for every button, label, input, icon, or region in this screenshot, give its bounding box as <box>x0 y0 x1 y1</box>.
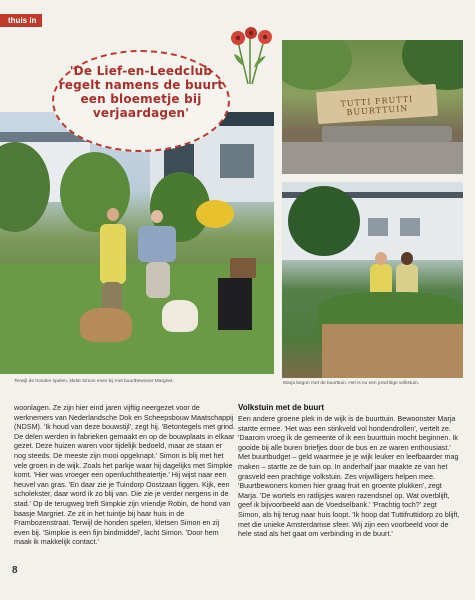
yellow-umbrella <box>196 200 234 228</box>
head <box>151 210 163 223</box>
garden-wall <box>282 142 463 174</box>
foliage <box>402 40 463 90</box>
window <box>368 218 388 236</box>
person-simon <box>100 224 126 284</box>
photo-caption-main: Terwijl de honden spelen, kletst Simon even bij met buurtbewoner Margriet. <box>14 379 174 384</box>
article-right-column <box>238 403 460 539</box>
article-right-heading: Volkstuin met de buurt <box>238 403 325 412</box>
raised-bed <box>322 324 463 378</box>
tree <box>60 152 130 232</box>
window <box>220 144 254 178</box>
article-left-column <box>14 403 236 547</box>
stone-row <box>322 126 452 142</box>
section-tag: thuis in <box>0 14 42 27</box>
garden-chair <box>218 278 252 330</box>
head <box>375 252 387 265</box>
foliage <box>282 40 352 90</box>
article-right-text: Een andere groene plek in de wijk is de buurttuin. Bewoonster Marja startte ermee. 'Het was een stinkveld vol hondendrollen', vertelt ze. 'Daarom vroeg ik de gemeente of ik een buurttuin mocht beginnen. Ik gooide bij alle buren briefjes door de bus en ze waren enthousiast.' Met buurtbudget – geld waarmee je je wijk leuker en leefbaarder mag maken – startte ze de tuin op. In anderhalf jaar maakte ze van het grasveld een prachtige volkstuin. Zes vrijwilligers helpen mee. 'Buurtbewoners komen hier graag fruit en groente plukken', zegt Marja. 'De wortels en radijsjes waren razendsnel op. Wat overblijft, geef ik bijvoorbeeld aan de Voedselbank.' 'Prachtig toch?' zegt Simon, als hij terug naar huis loopt. 'Ik hoop dat Tuttifruttidorp zo blijft, met die unieke Amsterdamse sfeer. Wij zijn een voorbeeld voor de hele stad als het gaat om verbinding in de buurt.' <box>238 414 460 539</box>
sign-text: TUTTI FRUTTI BUURTTUIN <box>340 94 414 118</box>
head <box>401 252 413 265</box>
flower-bouquet-icon <box>220 22 280 90</box>
page-number: 8 <box>12 565 18 576</box>
photo-caption-right: Marja begon met de buurttuin. Het is nu een prachtige volkstuin. <box>283 381 419 386</box>
photo-marja-volkstuin <box>282 182 463 378</box>
article-left-text: woonlagen. Ze zijn hier eind jaren vijftig neergezet voor de werknemers van Nederlandsche Dok en Scheepsbouw Maatschappij (NDSM). 'Ik houd van deze bouwstijl', zegt hij. 'Betontegels met grind. De delen werden in fabrieken gemaakt en op de bouwplaats in elkaar gezet. Deze huizen waren voor tijdelijk bedoeld, maar ze staan er nog steeds. De meeste zijn mooi opgeknapt.' Simon is blij met het vele groen in de wijk. Zoals het parkje waar hij dagelijks met Simpkie komt. 'Hier was vroeger een openluchttheatertje.' Hij wijst naar een heuvel van gras. 'En daar zie je Tuindorp Oostzaan liggen. Kijk, een scholekster, daar word ik zo blij van. Die zie je verder nergens in de stad.' Op de terugweg treft Simpkie zijn vriendje Robin, de hond van baasje Margriet. Ze zit in het tuintje bij haar huis in de Frambozenstraat. Terwijl de honden spelen, kletsen Simon en zij even bij. 'Simpkie is een fijn bindmiddel', lacht Simon. 'Door hem maak ik makkelijk contact.' <box>14 403 236 547</box>
dog-simpkie <box>80 308 132 342</box>
pull-quote: 'De Lief-en-Leedclub regelt namens de buurt een bloemetje bij verjaardagen' <box>58 64 224 120</box>
garden-sign <box>316 84 438 124</box>
window <box>400 218 420 236</box>
dog-robin <box>162 300 198 332</box>
tree <box>288 186 360 256</box>
head <box>107 208 119 221</box>
planter <box>230 258 256 278</box>
person-margriet <box>138 226 176 262</box>
trousers <box>146 262 170 298</box>
photo-buurttuin-sign <box>282 40 463 174</box>
